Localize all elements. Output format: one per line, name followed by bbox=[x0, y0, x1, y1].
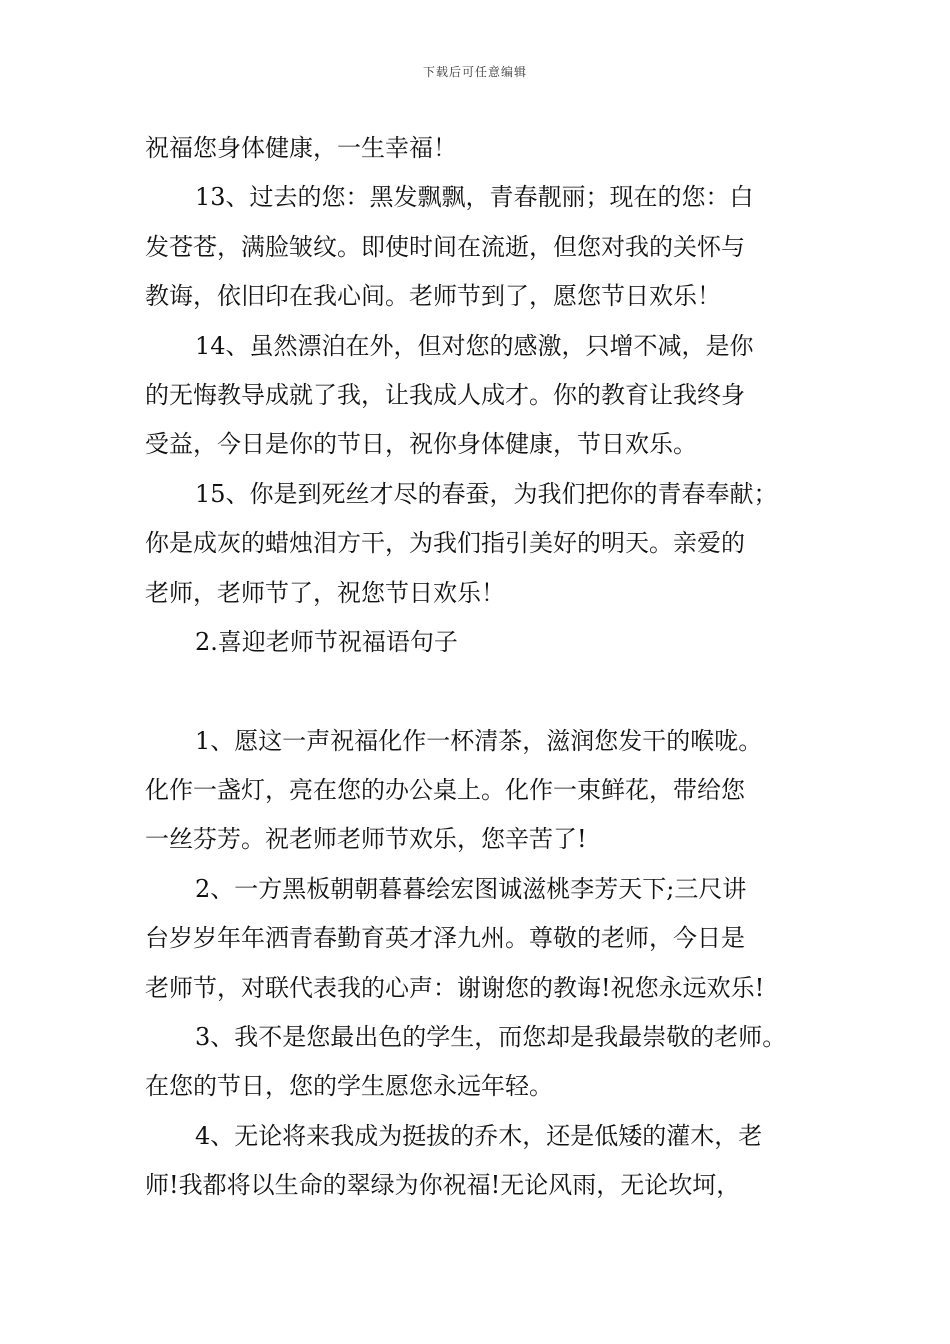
document-body bbox=[145, 124, 810, 1211]
section-heading: 2.喜迎老师节祝福语句子 bbox=[195, 627, 458, 656]
text-line: 的无悔教导成就了我，让我成人成才。你的教育让我终身 bbox=[145, 380, 745, 409]
text-line: 台岁岁年年洒青春勤育英才泽九州。尊敬的老师，今日是 bbox=[145, 924, 745, 953]
text-line: 受益，今日是你的节日，祝你身体健康，节日欢乐。 bbox=[145, 430, 697, 459]
text-line: 一丝芬芳。祝老师老师节欢乐，您辛苦了! bbox=[145, 825, 587, 854]
text-line: 发苍苍，满脸皱纹。即使时间在流逝，但您对我的关怀与 bbox=[145, 232, 745, 261]
paragraph-15-line: 15、你是到死丝才尽的春蚕，为我们把你的青春奉献； bbox=[195, 479, 778, 508]
page-header: 下载后可任意编辑 bbox=[422, 65, 527, 79]
paragraph-1-line: 1、愿这一声祝福化作一杯清茶，滋润您发干的喉咙。 bbox=[195, 726, 763, 755]
text-line: 在您的节日，您的学生愿您永远年轻。 bbox=[145, 1072, 553, 1101]
paragraph-2-line: 2、一方黑板朝朝暮暮绘宏图诚滋桃李芳天下;三尺讲 bbox=[195, 874, 747, 903]
text-line: 老师节，对联代表我的心声：谢谢您的教诲!祝您永远欢乐! bbox=[145, 973, 765, 1002]
paragraph-4-line: 4、无论将来我成为挺拔的乔木，还是低矮的灌木，老 bbox=[195, 1121, 763, 1150]
text-line: 教诲，依旧印在我心间。老师节到了，愿您节日欢乐！ bbox=[145, 282, 721, 311]
paragraph-3-line: 3、我不是您最出色的学生，而您却是我最崇敬的老师。 bbox=[195, 1023, 787, 1052]
text-line: 化作一盏灯，亮在您的办公桌上。化作一束鲜花，带给您 bbox=[145, 776, 745, 805]
text-line: 师!我都将以生命的翠绿为你祝福!无论风雨，无论坎坷， bbox=[145, 1171, 741, 1200]
paragraph-13-line: 13、过去的您：黑发飘飘，青春靓丽；现在的您：白 bbox=[195, 183, 754, 212]
blank-line bbox=[145, 667, 810, 716]
text-line: 祝福您身体健康，一生幸福！ bbox=[145, 134, 457, 162]
text-line: 老师，老师节了，祝您节日欢乐！ bbox=[145, 578, 505, 607]
text-line: 你是成灰的蜡烛泪方干，为我们指引美好的明天。亲爱的 bbox=[145, 529, 745, 558]
paragraph-14-line: 14、虽然漂泊在外，但对您的感激，只增不减，是你 bbox=[195, 331, 754, 360]
